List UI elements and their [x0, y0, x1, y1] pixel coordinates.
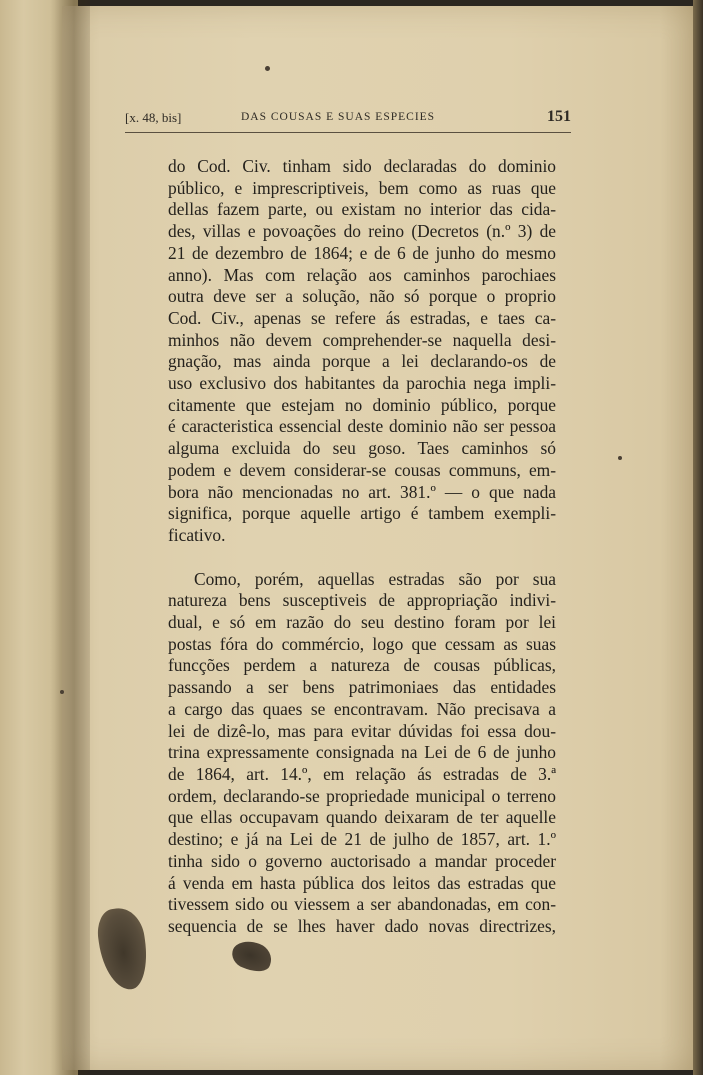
text-line: de 1864, art. 14.º, em relação ás estradas de 3.ª: [168, 763, 556, 784]
text-line: anno). Mas com relação aos caminhos parochiaes: [168, 264, 556, 285]
paragraph-2: [168, 569, 556, 938]
body-text: [168, 156, 556, 938]
text-line: natureza bens susceptiveis de appropriação indivi-: [168, 590, 556, 611]
paper-speck: [60, 690, 64, 694]
gutter-shadow: [50, 0, 90, 1075]
text-line: uso exclusivo dos habitantes da parochia nega impli-: [168, 373, 556, 394]
right-page-edge: [693, 0, 703, 1075]
running-header: [125, 108, 571, 130]
text-line: des, villas e povoações do reino (Decretos (n.º 3) de: [168, 221, 556, 242]
text-line: ordem, declarando-se propriedade municipal o terreno: [168, 785, 556, 806]
paper-speck: [618, 456, 622, 460]
text-line: significa, porque aquelle artigo é tambem exempli-: [168, 503, 556, 524]
text-line: dual, e só em razão do seu destino foram por lei: [168, 612, 556, 633]
text-line: á venda em hasta pública dos leitos das estradas que: [168, 872, 556, 893]
text-line: podem e devem considerar-se cousas communs, em-: [168, 459, 556, 480]
text-line: funcções perdem a natureza de cousas públicas,: [168, 655, 556, 676]
text-line: destino; e já na Lei de 21 de julho de 1857, art. 1.º: [168, 829, 556, 850]
text-line: sequencia de se lhes haver dado novas directrizes,: [168, 915, 556, 936]
text-line: público, e imprescriptiveis, bem como as ruas que: [168, 177, 556, 198]
text-line: a cargo das quaes se encontravam. Não precisava a: [168, 698, 556, 719]
text-line: que ellas occupavam quando deixaram de ter aquelle: [168, 807, 556, 828]
running-title: DAS COUSAS E SUAS ESPECIES: [241, 111, 436, 123]
text-line: minhos não devem comprehender-se naquella desi-: [168, 329, 556, 350]
paragraph-1: [168, 156, 556, 547]
text-line: do Cod. Civ. tinham sido declaradas do dominio: [168, 156, 556, 176]
paper-speck: [265, 66, 270, 71]
paragraph-gap: [168, 547, 556, 569]
section-reference: [x. 48, bis]: [125, 110, 182, 125]
text-line: é caracteristica essencial deste dominio não ser pessoa: [168, 416, 556, 437]
text-line: gnação, mas ainda porque a lei declarando-os de: [168, 351, 556, 372]
text-line: outra deve ser a solução, não só porque o proprio: [168, 286, 556, 307]
text-line: postas fóra do commércio, logo que cessam as suas: [168, 633, 556, 654]
text-line: trina expressamente consignada na Lei de 6 de junho: [168, 742, 556, 763]
text-line: Cod. Civ., apenas se refere ás estradas, e taes ca-: [168, 307, 556, 328]
text-line: ficativo.: [168, 524, 226, 545]
text-line: tivessem sido ou viessem a ser abandonadas, em con-: [168, 894, 556, 915]
page-number: 151: [547, 108, 571, 125]
text-line: lei de dizê-lo, mas para evitar dúvidas foi essa dou-: [168, 720, 556, 741]
text-line: passando a ser bens patrimoniaes das entidades: [168, 677, 556, 698]
text-line: citamente que estejam no dominio público, porque: [168, 394, 556, 415]
header-rule: [125, 132, 571, 133]
text-line: 21 de dezembro de 1864; e de 6 de junho do mesmo: [168, 242, 556, 263]
text-line: tinha sido o governo auctorisado a mandar proceder: [168, 850, 556, 871]
text-line: Como, porém, aquellas estradas são por sua: [194, 568, 556, 589]
text-line: alguma excluida do seu goso. Taes caminhos só: [168, 438, 556, 459]
text-line: bora não mencionadas no art. 381.º — o que nada: [168, 481, 556, 502]
text-line: dellas fazem parte, ou existam no interior das cida-: [168, 199, 556, 220]
